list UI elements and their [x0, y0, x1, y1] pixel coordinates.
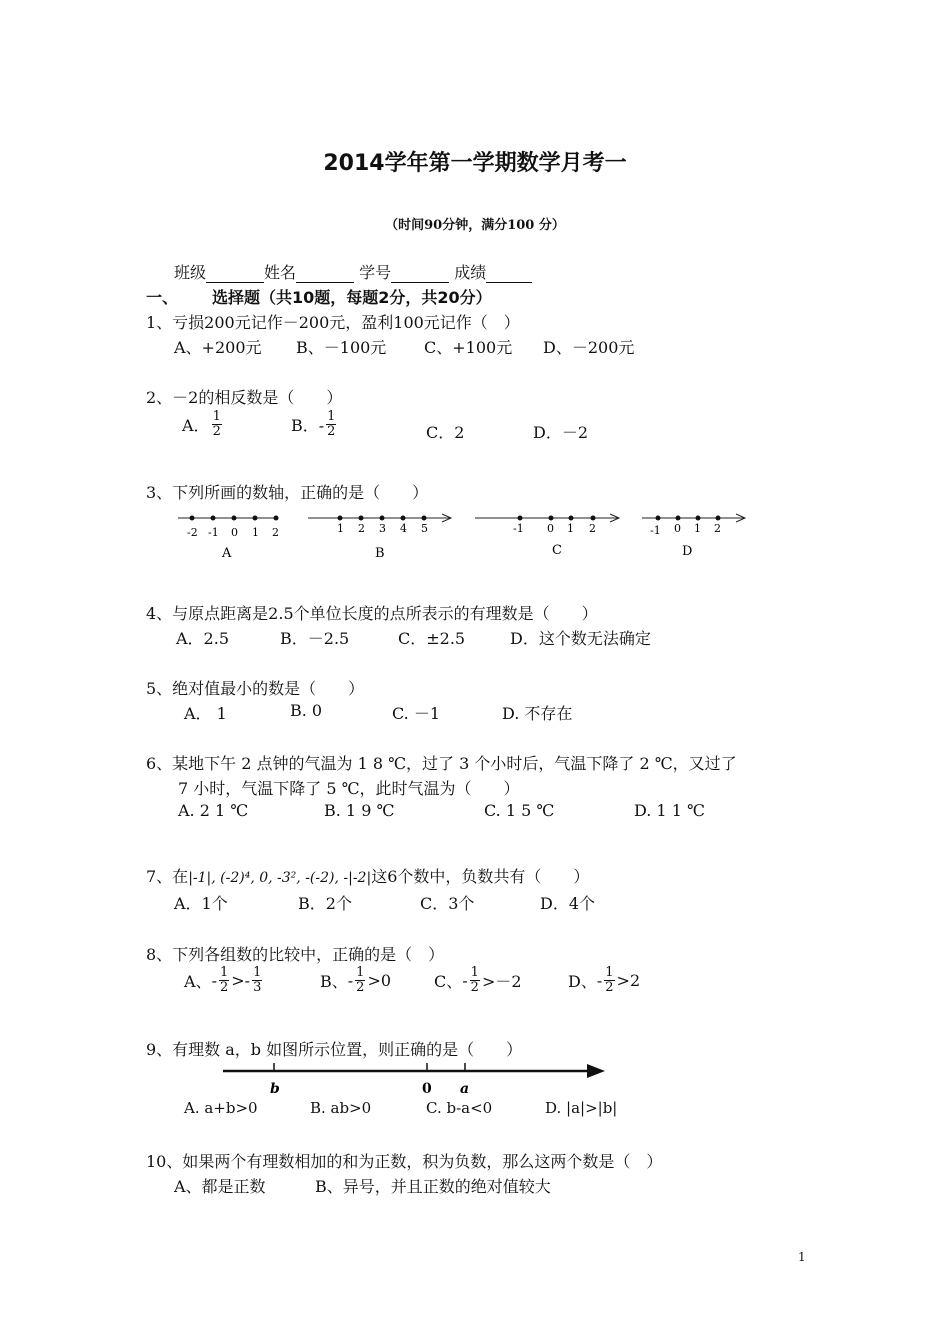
- q8-option-a[interactable]: A、- $\frac{1}{2}$ >- $\frac{1}{3}$: [184, 965, 262, 995]
- q2-b-fraction: $\frac{1}{2}$: [327, 409, 336, 439]
- question-10-stem: 10、如果两个有理数相加的和为正数，积为负数，那么这两个数是（ ）: [146, 1152, 663, 1171]
- axis-b-tick: 1: [337, 522, 344, 535]
- page-number: 1: [798, 1250, 806, 1264]
- q9-option-d[interactable]: D. |a|>|b|: [545, 1099, 618, 1117]
- axis-b-tick: 3: [379, 522, 386, 535]
- axis-a-tick: 1: [252, 526, 259, 539]
- question-8-stem: 8、下列各组数的比较中，正确的是（ ）: [146, 945, 445, 964]
- class-blank[interactable]: [206, 266, 264, 283]
- q9-number-line: [215, 1058, 615, 1098]
- question-3-stem: 3、下列所画的数轴，正确的是（ ）: [146, 483, 429, 502]
- axis-c-tick: 1: [567, 522, 574, 535]
- number-line-b[interactable]: [308, 514, 451, 561]
- name-label: 姓名: [264, 263, 297, 282]
- q7-prefix: 7、在: [146, 867, 189, 886]
- q1-option-d[interactable]: D、－200元: [543, 338, 635, 357]
- q2-option-b[interactable]: [291, 410, 338, 439]
- q4-option-d[interactable]: D．这个数无法确定: [510, 629, 651, 648]
- student-info-line: [174, 260, 532, 283]
- axis-c-letter: C: [552, 543, 562, 558]
- q4-option-b[interactable]: B．－2.5: [280, 629, 350, 648]
- origin-label: 0: [422, 1081, 432, 1097]
- axis-a-tick: 2: [272, 526, 279, 539]
- question-5-stem: 5、绝对值最小的数是（ ）: [146, 679, 365, 698]
- question-9-stem: 9、有理数 a，b 如图所示位置，则正确的是（ ）: [146, 1040, 523, 1059]
- q8-option-b[interactable]: B、- $\frac{1}{2}$ >0: [320, 965, 392, 995]
- axis-a-tick: -2: [187, 526, 198, 539]
- q7-expression: |-1|, (-2)⁴, 0, -3², -(-2), -|-2|: [188, 870, 372, 886]
- question-4-stem: 4、与原点距离是2.5个单位长度的点所表示的有理数是（ ）: [146, 604, 598, 623]
- number-lines-figure: [170, 505, 770, 565]
- q2-option-d[interactable]: D．－2: [533, 423, 589, 442]
- q7-option-a[interactable]: A．1个: [174, 894, 228, 913]
- q5-option-c[interactable]: C. －1: [392, 704, 441, 723]
- number-blank[interactable]: [391, 266, 449, 283]
- axis-b-tick: 2: [358, 522, 365, 535]
- number-line-a[interactable]: [178, 516, 279, 562]
- question-2-stem: 2、－2的相反数是（ ）: [146, 388, 343, 407]
- q8-option-d[interactable]: D、- $\frac{1}{2}$ >2: [568, 965, 641, 995]
- question-6-stem-line1: 6、某地下午 2 点钟的气温为 1 8 ℃，过了 3 个小时后，气温下降了 2 ℃，又过了: [146, 754, 737, 773]
- number-line-c[interactable]: [475, 514, 619, 558]
- q5-option-d[interactable]: D. 不存在: [502, 704, 573, 723]
- axis-d-tick: -1: [650, 524, 661, 537]
- q9-option-c[interactable]: C. b-a<0: [426, 1099, 493, 1117]
- axis-b-tick: 5: [421, 522, 428, 535]
- axis-c-tick: 2: [589, 522, 596, 535]
- q6-option-b[interactable]: B. 1 9 ℃: [324, 801, 395, 820]
- axis-c-tick: 0: [547, 522, 554, 535]
- q1-option-b[interactable]: B、－100元: [296, 338, 387, 357]
- axis-d-tick: 0: [674, 522, 681, 535]
- axis-d-tick: 1: [694, 522, 701, 535]
- section-heading: 选择题（共10题，每题2分，共20分）: [212, 288, 492, 307]
- q10-option-a[interactable]: A、都是正数: [174, 1177, 266, 1196]
- score-blank[interactable]: [486, 266, 532, 283]
- q9-option-a[interactable]: A. a+b>0: [184, 1099, 258, 1117]
- q2-b-label: B．-: [291, 416, 325, 435]
- q7-suffix: 这6个数中，负数共有（ ）: [371, 867, 590, 886]
- axis-a-letter: A: [222, 546, 232, 561]
- q2-a-fraction: $\frac{1}{2}$: [212, 409, 221, 439]
- q7-option-b[interactable]: B．2个: [298, 894, 352, 913]
- axis-d-tick: 2: [714, 522, 721, 535]
- q6-option-a[interactable]: A. 2 1 ℃: [178, 801, 249, 820]
- q4-option-c[interactable]: C．±2.5: [398, 629, 466, 648]
- name-blank[interactable]: [296, 266, 354, 283]
- q9-option-b[interactable]: B. ab>0: [310, 1099, 372, 1117]
- question-6-stem-line2: 7 小时，气温下降了 5 ℃，此时气温为（ ）: [178, 779, 520, 798]
- number-line-d[interactable]: [642, 514, 745, 559]
- q6-option-d[interactable]: D. 1 1 ℃: [634, 801, 705, 820]
- q8-option-c[interactable]: C、- $\frac{1}{2}$ >－2: [434, 965, 522, 995]
- q4-option-a[interactable]: A．2.5: [176, 629, 230, 648]
- axis-b-letter: B: [375, 546, 385, 561]
- q5-option-b[interactable]: B. 0: [290, 701, 323, 720]
- axis-b-tick: 4: [400, 522, 407, 535]
- q1-option-c[interactable]: C、+100元: [424, 338, 513, 357]
- axis-a-tick: 0: [231, 526, 238, 539]
- number-label: 学号: [359, 263, 392, 282]
- question-1-stem: 1、亏损200元记作－200元，盈利100元记作（ ）: [146, 313, 520, 332]
- axis-a-tick: -1: [208, 526, 219, 539]
- section-number: 一、: [146, 288, 179, 307]
- score-label: 成绩: [454, 263, 487, 282]
- axis-c-tick: -1: [513, 522, 524, 535]
- q5-option-a[interactable]: A． 1: [184, 704, 227, 723]
- question-7-stem: [146, 864, 589, 887]
- q6-option-c[interactable]: C. 1 5 ℃: [484, 801, 555, 820]
- axis-d-letter: D: [682, 544, 693, 559]
- point-a-label: a: [460, 1081, 470, 1097]
- q2-option-a[interactable]: [182, 410, 224, 439]
- class-label: 班级: [174, 263, 207, 282]
- q10-option-b[interactable]: B、异号，并且正数的绝对值较大: [315, 1177, 551, 1196]
- q2-option-c[interactable]: C．2: [426, 423, 465, 442]
- page-title: 2014学年第一学期数学月考一: [323, 151, 627, 176]
- q1-option-a[interactable]: A、+200元: [174, 338, 262, 357]
- q7-option-c[interactable]: C．3个: [420, 894, 475, 913]
- q7-option-d[interactable]: D．4个: [540, 894, 596, 913]
- exam-subtitle: （时间90分钟，满分100 分）: [385, 218, 565, 233]
- point-b-label: b: [270, 1081, 280, 1097]
- q2-a-label: A．: [182, 416, 210, 435]
